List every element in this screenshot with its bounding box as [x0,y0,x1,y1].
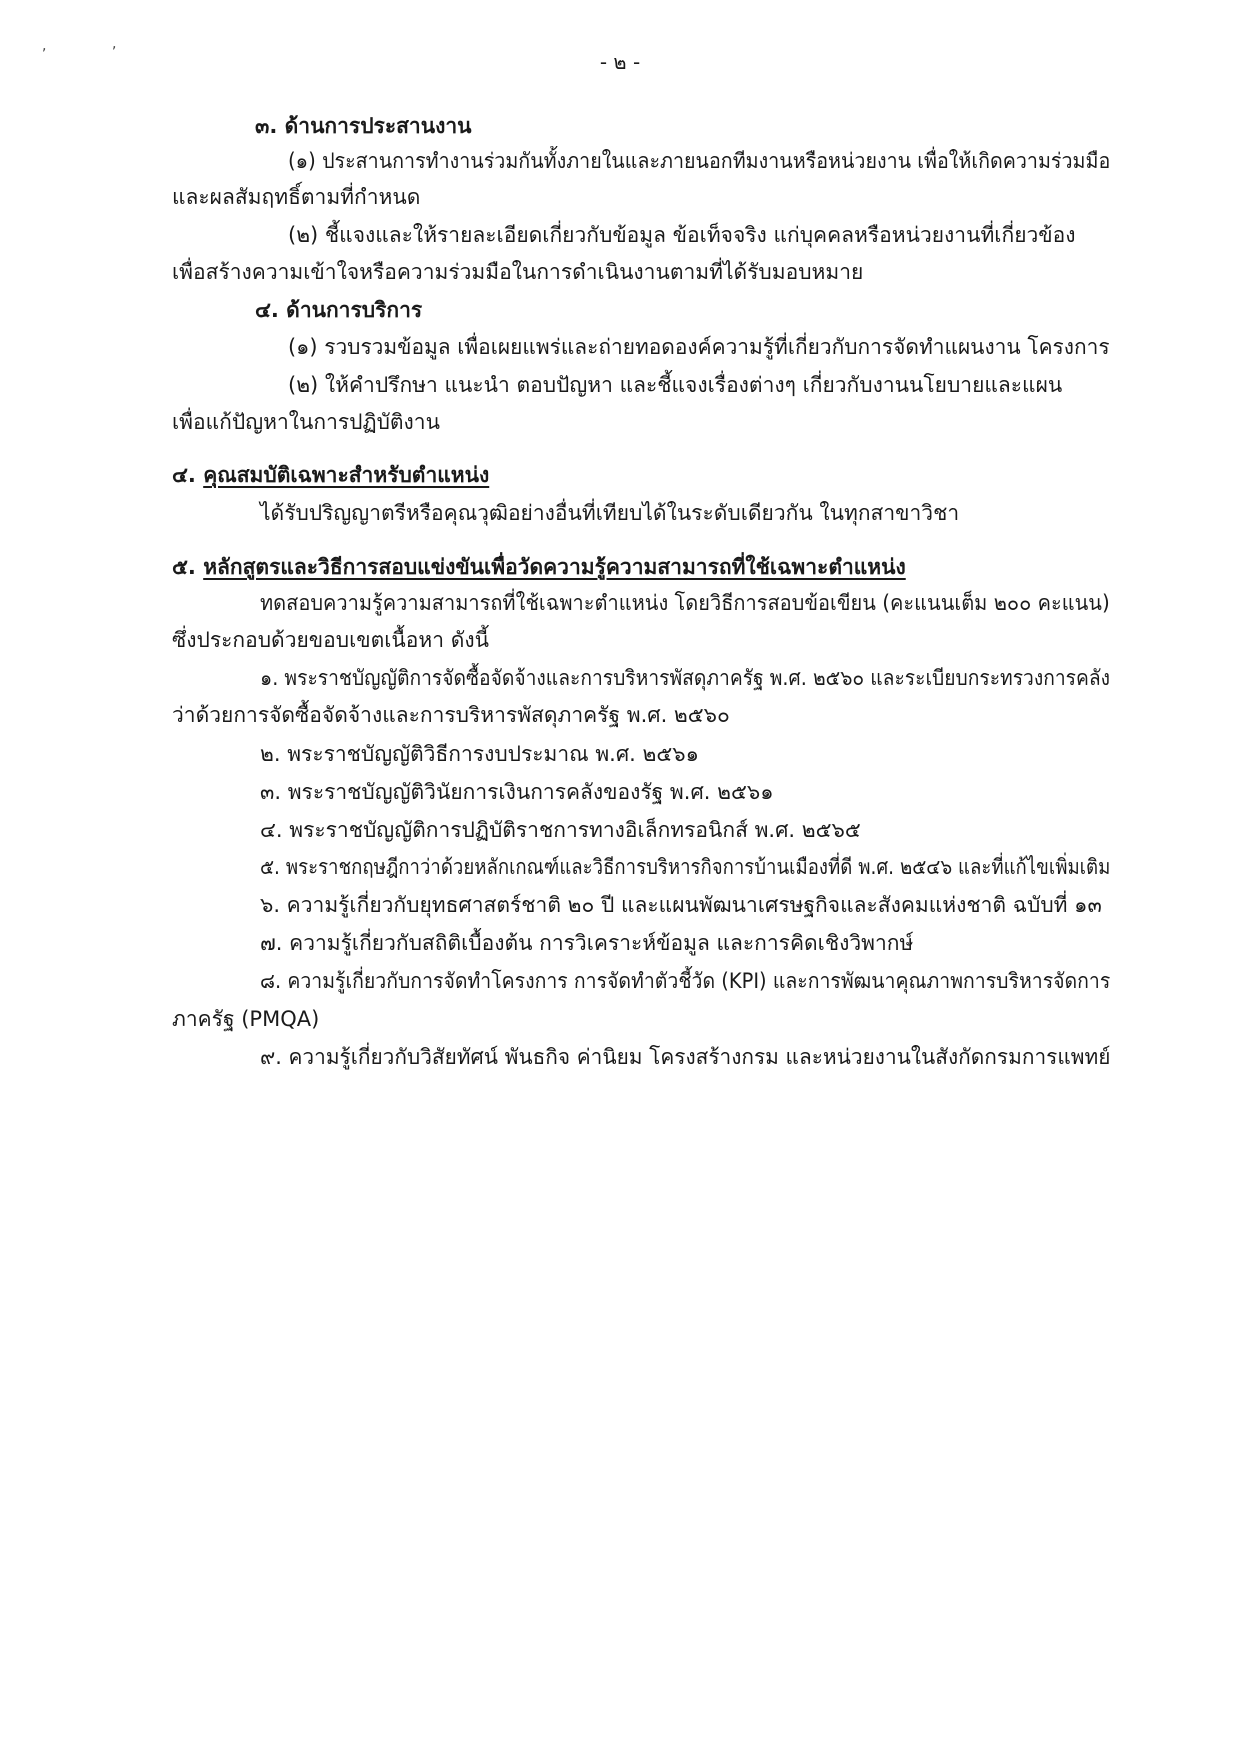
list-item: ๒. พระราชบัญญัติวิธีการงบประมาณ พ.ศ. ๒๕๖๑ [260,742,699,766]
list-item: ๗. ความรู้เกี่ยวกับสถิติเบื้องต้น การวิเคราะห์ข้อมูล และการคิดเชิงวิพากษ์ [260,931,914,955]
page-number: - ๒ - [599,50,641,74]
list-item: ๖. ความรู้เกี่ยวกับยุทธศาสตร์ชาติ ๒๐ ปี และแผนพัฒนาเศรษฐกิจและสังคมแห่งชาติ ฉบับที่ ๑๓ [260,893,1102,917]
section-title: คุณสมบัติเฉพาะสำหรับตำแหน่ง [203,463,490,487]
section-heading [172,460,489,490]
paragraph-line: เพื่อแก้ปัญหาในการปฏิบัติงาน [172,410,440,434]
list-item: ๕. พระราชกฤษฎีกาว่าด้วยหลักเกณฑ์และวิธีการบริหารกิจการบ้านเมืองที่ดี พ.ศ. ๒๕๔๖ และที่แก้ไขเพิ่มเติม [260,855,1111,879]
section-heading: ๔. ด้านการบริการ [255,298,423,322]
list-item: ๙. ความรู้เกี่ยวกับวิสัยทัศน์ พันธกิจ ค่านิยม โครงสร้างกรม และหน่วยงานในสังกัดกรมการแพทย์ [260,1045,1111,1069]
paragraph-line: เพื่อสร้างความเข้าใจหรือความร่วมมือในการดำเนินงานตามที่ได้รับมอบหมาย [172,260,864,284]
paragraph-line: (๒) ให้คำปรึกษา แนะนำ ตอบปัญหา และชี้แจงเรื่องต่างๆ เกี่ยวกับงานนโยบายและแผน [288,373,1063,397]
paragraph-line: (๒) ชี้แจงและให้รายละเอียดเกี่ยวกับข้อมูล ข้อเท็จจริง แก่บุคคลหรือหน่วยงานที่เกี่ยวข้อง [288,223,1076,247]
margin-mark: , [42,38,47,54]
margin-mark: , [112,36,117,52]
list-item: ๔. พระราชบัญญัติการปฏิบัติราชการทางอิเล็กทรอนิกส์ พ.ศ. ๒๕๖๕ [260,818,861,842]
list-item: ภาครัฐ (PMQA) [172,1007,320,1031]
section-title: หลักสูตรและวิธีการสอบแข่งขันเพื่อวัดความรู้ความสามารถที่ใช้เฉพาะตำแหน่ง [203,555,906,579]
section-number: ๔. [172,463,196,487]
section-number: ๕. [172,555,196,579]
list-item: ๓. พระราชบัญญัติวินัยการเงินการคลังของรัฐ พ.ศ. ๒๕๖๑ [260,780,774,804]
section-heading: ๓. ด้านการประสานงาน [255,114,472,138]
paragraph-line: ได้รับปริญญาตรีหรือคุณวุฒิอย่างอื่นที่เทียบได้ในระดับเดียวกัน ในทุกสาขาวิชา [260,501,960,525]
section-heading [172,552,906,582]
list-item: ๘. ความรู้เกี่ยวกับการจัดทำโครงการ การจัดทำตัวชี้วัด (KPI) และการพัฒนาคุณภาพการบริหารจัดการ [260,969,1111,993]
paragraph-line: ซึ่งประกอบด้วยขอบเขตเนื้อหา ดังนี้ [172,628,489,652]
paragraph-line: (๑) รวบรวมข้อมูล เพื่อเผยแพร่และถ่ายทอดองค์ความรู้ที่เกี่ยวกับการจัดทำแผนงาน โครงการ [288,335,1110,359]
paragraph-line: ทดสอบความรู้ความสามารถที่ใช้เฉพาะตำแหน่ง โดยวิธีการสอบข้อเขียน (คะแนนเต็ม ๒๐๐ คะแนน) [260,591,1110,615]
paragraph-line: และผลสัมฤทธิ์ตามที่กำหนด [172,185,421,209]
paragraph-line: (๑) ประสานการทำงานร่วมกันทั้งภายในและภายนอกทีมงานหรือหน่วยงาน เพื่อให้เกิดความร่วมมือ [288,149,1111,173]
list-item: ว่าด้วยการจัดซื้อจัดจ้างและการบริหารพัสดุภาครัฐ พ.ศ. ๒๕๖๐ [172,703,730,727]
list-item: ๑. พระราชบัญญัติการจัดซื้อจัดจ้างและการบริหารพัสดุภาครัฐ พ.ศ. ๒๕๖๐ และระเบียบกระทรวงการคลัง [260,666,1111,690]
